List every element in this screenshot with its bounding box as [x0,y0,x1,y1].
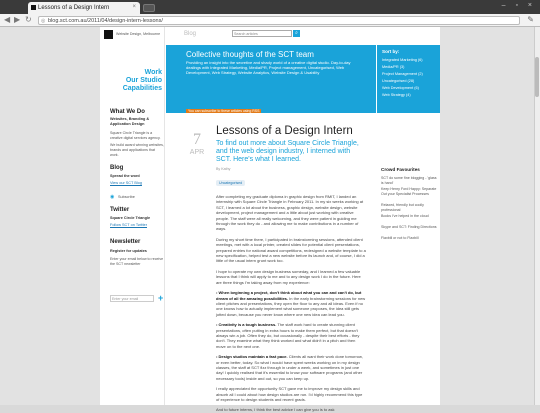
favourite-item[interactable]: Keep Henry Ford Happy: Separate Out your Specialist Processes [381,187,437,196]
sort-item[interactable]: Media/PR (3) [382,65,405,69]
post-paragraph: • When beginning a project, don't think about what you can and can't do, but dream of all the amazing possibilities. In the early brainstorming sessions for new client pitches and presentations, they open the floor to any and all ideas. Even if no one knows how to actually implement what someone proposes, the idea still gets jotted down, because you never know where one new idea can lead you. [216,290,366,317]
forward-icon[interactable]: ▶ [14,15,21,24]
post-date [185,131,209,156]
twitter-subtitle: Square Circle Triangle [110,216,151,220]
post-paragraph: • Design studios maintain a fast pace. Clients all want their work done tomorrow, or even better, today. So what I would have spent weeks working on in my design classes, the staff at SCT fizz through in under a week, and sometimes in just one day! I quickly realised that it's essential to know your software programs (and other necessary tools) inside and out, so you can keep up. [216,354,363,381]
blog-subtitle: Spread the word [110,174,140,178]
back-icon[interactable]: ◀ [4,15,11,24]
what-we-do-text-2: We build award winning websites, brands and applications that work. [110,143,164,157]
sort-item[interactable]: Uncategorised (28) [382,79,415,83]
what-we-do-title: What We Do [110,109,145,115]
lesson-heading: Design studios maintain a fast pace. [218,354,288,360]
scrollbar-thumb[interactable] [535,57,539,97]
logo-text: Website Design, Melbourne [116,32,161,36]
sort-title: Sort by: [382,49,400,54]
favourite-item[interactable]: Relaxed, friendly but coolly professional [381,203,424,212]
site-logo[interactable] [104,30,162,40]
what-we-do-text-1: Square Circle Triangle is a creative digital services agency. [110,131,161,140]
post-paragraph: After completing my graduate diploma in graphic design from RMIT, I landed an internship with Square Circle Triangle in February 2011. In my six weeks working at SCT, I learned a lot about the business, graphic design, website design, website development, project management and a little about just working with creative people. The staff were all really welcoming, and they were patient in guiding me through the work they do - and allowing me to make contributions in a number of ways. [216,194,364,232]
rss-subscribe-badge[interactable]: You can subscribe to these articles using RSS [188,109,260,113]
post-paragraph: • Creativity is a tough business. The staff work hard to create stunning client presentations, often putting in extra hours to make them perfect, but that doesn't always win a job. Often they do, but occasionally - despite their best efforts - they don't. They examine what they think worked and what didn't in a pitch and then move on to the next one. [216,322,360,349]
twitter-title: Twitter [110,207,130,213]
post-intro: To find out more about Square Circle Triangle, and the web design industry, I interned with SCT. Here's what I learned. [216,140,359,163]
globe-icon: ◎ [41,18,46,24]
post-category-tag[interactable]: Uncategorised [216,180,245,186]
sort-item[interactable]: Project Management (2) [382,72,423,76]
reload-icon[interactable]: ↻ [25,15,32,24]
page-viewport [0,27,540,413]
tab-bar [0,0,540,14]
wrench-icon[interactable]: ✎ [527,15,534,24]
newsletter-title: Newsletter [110,239,141,245]
newsletter-subtitle: Register for updates [110,249,147,253]
favicon-icon [31,5,36,10]
lesson-text: The staff work hard to create stunning client presentations, often putting in extra hours to make them perfect, but that doesn't always win a job. Often they do, but occasionally - despite their best efforts - they don't. They examine what they think worked and what didn't in a pitch and then move on to the next one. [216,322,360,349]
post-date-day: 7 [193,131,201,148]
post-paragraph: During my short time there, I participated in brainstorming sessions, attended client meetings, met with a local printer, created slides for potential client presentations, prepared entries for national award competitions, redesigned a website template to a new specification, helped test a new website before its launch and, of course, I did a little of the usual intern grunt work too. [216,236,366,264]
lesson-heading: Creativity is a tough business. [218,322,277,328]
newsletter-submit-plus-icon[interactable]: + [158,293,164,303]
blog-label: Blog [184,31,197,37]
banner-title: Collective thoughts of the SCT team [186,50,314,59]
logo-mark-icon [104,30,113,39]
tab-current[interactable] [28,2,140,14]
address-bar[interactable] [38,16,520,25]
banner-text: Providing an insight into the secretive and shady world of a creative digital studio. Day-to-day dealings with Integrated Marketing, Media/PR, Project management, Uncategorised, Web Development, Web Strategy, Website Analytics, Website Design & Usability [186,60,351,76]
left-column [100,27,165,405]
sort-by-panel [376,45,440,113]
rss-icon[interactable]: ◉ [110,194,115,200]
right-column [376,27,440,405]
nav-work[interactable]: Work [144,69,162,76]
post-paragraph: And to future interns, I think the best advice I can give you is to ask [216,407,335,413]
post-date-month: APR [189,149,205,156]
lesson-text: Clients all want their work done tomorrow, or even better, today. So what I would have spent weeks working on in my design classes, the staff at SCT fizz through in under a week, and sometimes in just one day! I quickly realised that it's essential to know your software programs (and other necessary tools) inside and out, so you can keep up. [216,354,363,381]
crowd-favourites-title: Crowd Favourites [381,167,420,172]
close-tab-icon[interactable]: × [132,4,136,10]
search-icon[interactable]: ⌕ [293,30,300,37]
sort-item[interactable]: Web Development (6) [382,86,419,90]
what-we-do-subtitle: Websites, Branding & Application Design [110,117,150,126]
favourite-item[interactable]: Books I've helped in the cloud [381,214,429,218]
newsletter-text: Enter your email below to receive the SCT newsletter [110,257,164,266]
browser-toolbar [0,14,540,27]
main-nav [102,69,162,93]
url-text: blog.sct.com.au/2011/04/design-intern-lessons/ [48,18,163,24]
post-author: By Kathy [216,167,231,171]
blog-title: Blog [110,165,124,171]
blog-link[interactable]: View our SCT Blog [110,181,142,185]
subscribe-link[interactable]: Subscribe [118,195,135,199]
favourite-item[interactable]: Flaxbill or not to Flaxbill [381,236,419,240]
favourite-item[interactable]: SCT do some fine blogging - 'glass is hand' [381,176,437,185]
post-title[interactable]: Lessons of a Design Intern [216,125,353,137]
lesson-text: In the early brainstorming sessions for new client pitches and presentations, they open the floor to any and all ideas. Even if no one knows how to actually implement what someone proposes, the idea still gets jotted down, because you never know where one new idea can lead you. [216,295,366,317]
main-column [166,27,376,413]
search-input[interactable]: Search articles [232,30,292,37]
window-controls[interactable]: – ▫ × [501,2,536,9]
tab-title: Lessons of a Design Intern [38,5,110,11]
new-tab-button[interactable] [143,4,155,12]
favourite-item[interactable]: Skype and SCT: Finding Directions [381,225,437,229]
web-page [100,27,440,413]
nav-our-studio[interactable]: Our Studio [125,77,162,84]
page-scrollbar[interactable] [534,27,540,405]
sort-item[interactable]: Web Strategy (4) [382,93,411,97]
blog-post [216,125,366,413]
twitter-link[interactable]: Follow SCT on Twitter [110,223,147,227]
sort-item[interactable]: Integrated Marketing (6) [382,58,423,62]
nav-capabilities[interactable]: Capabilities [122,85,162,92]
post-paragraph: I hope to operate my own design business someday, and I learned a few valuable lessons that I think will apply to me and to any design work I do in the future. Here are three things I'm taking away from my experience: [216,268,361,285]
lesson-heading: When beginning a project, don't think about what you can and can't do, but dream of all the amazing possibilities. [216,290,362,301]
newsletter-email-input[interactable]: Enter your email [110,295,154,302]
post-paragraph: I really appreciated the opportunity SCT gave me to improve my design skills and absorb all I could about how design studios are run. I'd highly recommend this type of experience to design students and recent grads. [216,386,363,402]
